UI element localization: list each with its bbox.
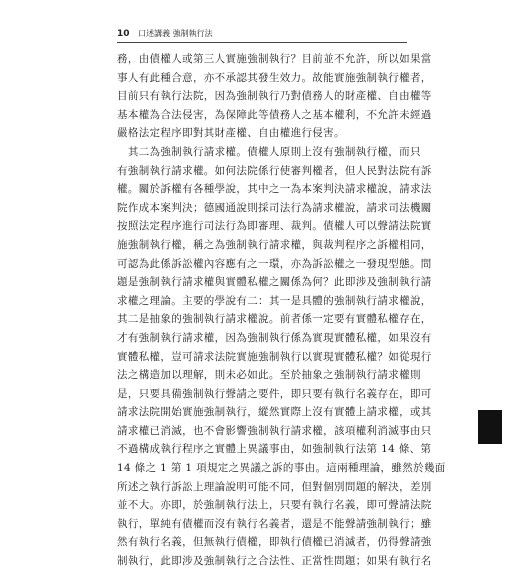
text-line: 是，只要具備強制執行聲請之要件，即只要有執行名義存在，即可	[117, 387, 432, 400]
text-line: 按照法定程序進行司法行為即審理、裁判。債權人可以聲請法院實	[117, 220, 432, 233]
text-line: 並不大。亦即，於強制執行法上，只要有執行名義，即可聲請法院	[117, 499, 432, 512]
text-line: 然有執行名義，但無執行債權，即執行債權已消滅者，仍得聲請強	[117, 536, 432, 549]
text-line: 務，由債權人或第三人實施強制執行？目前並不允許，所以如果當	[117, 53, 432, 65]
text-line: 題是強制執行請求權與實體私權之關係為何？此即涉及強制執行請	[117, 276, 432, 289]
text-line: 有強制執行請求權。如何法院係行使審判權者，但人民對法院有訴	[117, 164, 432, 177]
text-line: 嚴格法定程序即對其財產權、自由權進行侵害。	[117, 127, 345, 140]
text-line: 不過構成執行程序之實體上異議事由，如強制執行法第 14 條、第	[117, 443, 432, 456]
page-thumb-tab	[478, 410, 502, 444]
text-line: 求權之理論。主要的學說有二：其一是具體的強制執行請求權說，	[117, 294, 432, 307]
text-line: 14 條之 1 第 1 項規定之異議之訴的事由。這兩種理論，雖然於幾面	[117, 462, 446, 475]
body-text	[117, 50, 446, 571]
text-line: 所述之執行訴訟上理論說明可能不同，但對個別問題的解決，差別	[117, 480, 432, 493]
running-header	[117, 28, 407, 43]
text-line: 實體私權，豈可請求法院實施強制執行以實現實體私權？如從現行	[117, 350, 432, 363]
text-line: 可認為此係訴訟權內容應有之一環，亦為訴訟權之一發現型態。問	[117, 257, 432, 270]
text-line: 權。關於訴權有各種學說，其中之一為本案判決請求權說，請求法	[117, 183, 432, 196]
text-line: 請求權已消滅，也不會影響強制執行請求權，該項權利消滅事由只	[117, 424, 432, 437]
text-line: 院作成本案判決；德國通說則採司法行為請求權說，請求司法機關	[117, 201, 432, 214]
text-line: 目前只有執行法院，因為強制執行乃對債務人的財產權、自由權等	[117, 90, 432, 103]
text-line: 其二為強制執行請求權。債權人原則上沒有強制執行權，而只	[117, 145, 421, 158]
text-line: 執行，單純有債權而沒有執行名義者，還是不能聲請強制執行；雖	[117, 517, 432, 530]
text-line: 事人有此種合意，亦不承認其發生效力。故能實施強制執行權者，	[117, 71, 432, 84]
running-title: 口述講義 強制執行法	[138, 29, 213, 38]
text-line: 施強制執行權，稱之為強制執行請求權，與裁判程序之訴權相同，	[117, 238, 432, 251]
text-line: 基本權為合法侵害，為保障此等債務人之基本權利，不允許未經過	[117, 108, 432, 121]
text-line: 請求法院開始實施強制執行，縱然實際上沒有實體上請求權，或其	[117, 406, 432, 419]
text-line: 制執行，此即涉及強制執行之合法性、正當性問題；如果有執行名	[117, 555, 432, 568]
text-line: 其二是抽象的強制執行請求權說。前者係一定要有實體私權存在，	[117, 313, 432, 326]
page-number: 10	[117, 29, 130, 39]
text-line: 法之構造加以理解，則未必如此。至於抽象之強制執行請求權則	[117, 369, 421, 382]
text-line: 才有強制執行請求權，因為強制執行係為實現實體私權，如果沒有	[117, 331, 432, 344]
